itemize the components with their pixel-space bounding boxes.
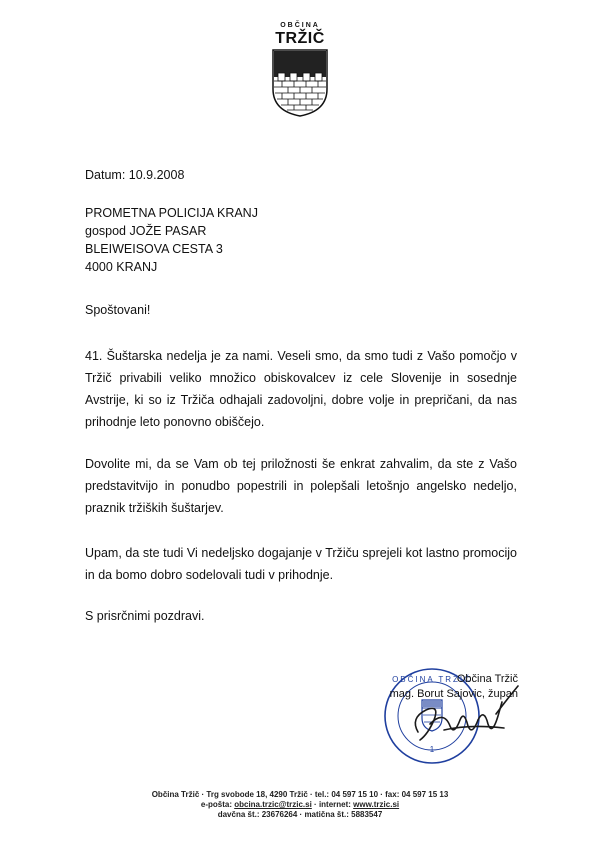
date-value: 10.9.2008: [128, 168, 185, 182]
signatory-name: mag. Borut Sajovic, župan: [389, 688, 518, 700]
signatory-org: Občina Tržič: [456, 673, 518, 685]
date-label: Datum:: [85, 168, 126, 182]
recipient-line: gospod JOŽE PASAR: [85, 224, 207, 238]
footer-registry-line: davčna št.: 23676264 · matična št.: 5883547: [217, 810, 383, 819]
footer-contact-line: [60, 800, 540, 810]
footer-web-link[interactable]: www.trzic.si: [353, 800, 400, 809]
handwritten-signature-icon: [400, 680, 520, 750]
recipient-line: PROMETNA POLICIJA KRANJ: [85, 206, 258, 220]
body-paragraph: Dovolite mi, da se Vam ob tej priložnosti še enkrat zahvalim, da ste z Vašo predstavitvijo in ponudbo popestrili in polepšali letošnjo angelsko nedeljo, praznik tržiških šuštarjev.: [85, 457, 517, 515]
coat-of-arms-shield-icon: [272, 49, 328, 117]
recipient-line: 4000 KRANJ: [85, 260, 158, 274]
footer-web-label: · internet:: [311, 800, 354, 809]
recipient-address: [85, 204, 258, 276]
closing-phrase: S prisrčnimi pozdravi.: [85, 609, 205, 623]
logo-town-name: TRŽIČ: [275, 30, 325, 47]
letterhead-footer: [60, 790, 540, 820]
recipient-line: BLEIWEISOVA CESTA 3: [85, 242, 223, 256]
letter-date: [85, 168, 184, 182]
stamp-text: OBČINA TRŽIČ: [392, 675, 472, 684]
body-paragraph: Upam, da ste tudi Vi nedeljsko dogajanje v Tržiču sprejeli kot lastno promocijo in da bomo dobro sodelovali tudi v prihodnje.: [85, 546, 517, 582]
salutation: Spoštovani!: [85, 303, 151, 317]
letterhead-logo: [262, 22, 338, 117]
footer-email-label: e-pošta:: [200, 800, 235, 809]
footer-address-line: Občina Tržič · Trg svobode 18, 4290 Tržič · tel.: 04 597 15 10 · fax: 04 597 15 13: [151, 790, 449, 799]
body-paragraph: 41. Šuštarska nedelja je za nami. Veseli smo, da smo tudi z Vašo pomočjo v Tržič privabili veliko množico obiskovalcev iz cele Slovenije in sosednje Avstrije, ki so iz Tržiča odhajali zadovoljni, dobre volje in prepričani, da nas prihodnje leto ponovno obiščejo.: [85, 349, 517, 429]
footer-email-link[interactable]: obcina.trzic@trzic.si: [234, 800, 312, 809]
stamp-number: 1: [429, 745, 435, 754]
logo-municipality-label: OBČINA: [280, 22, 320, 29]
